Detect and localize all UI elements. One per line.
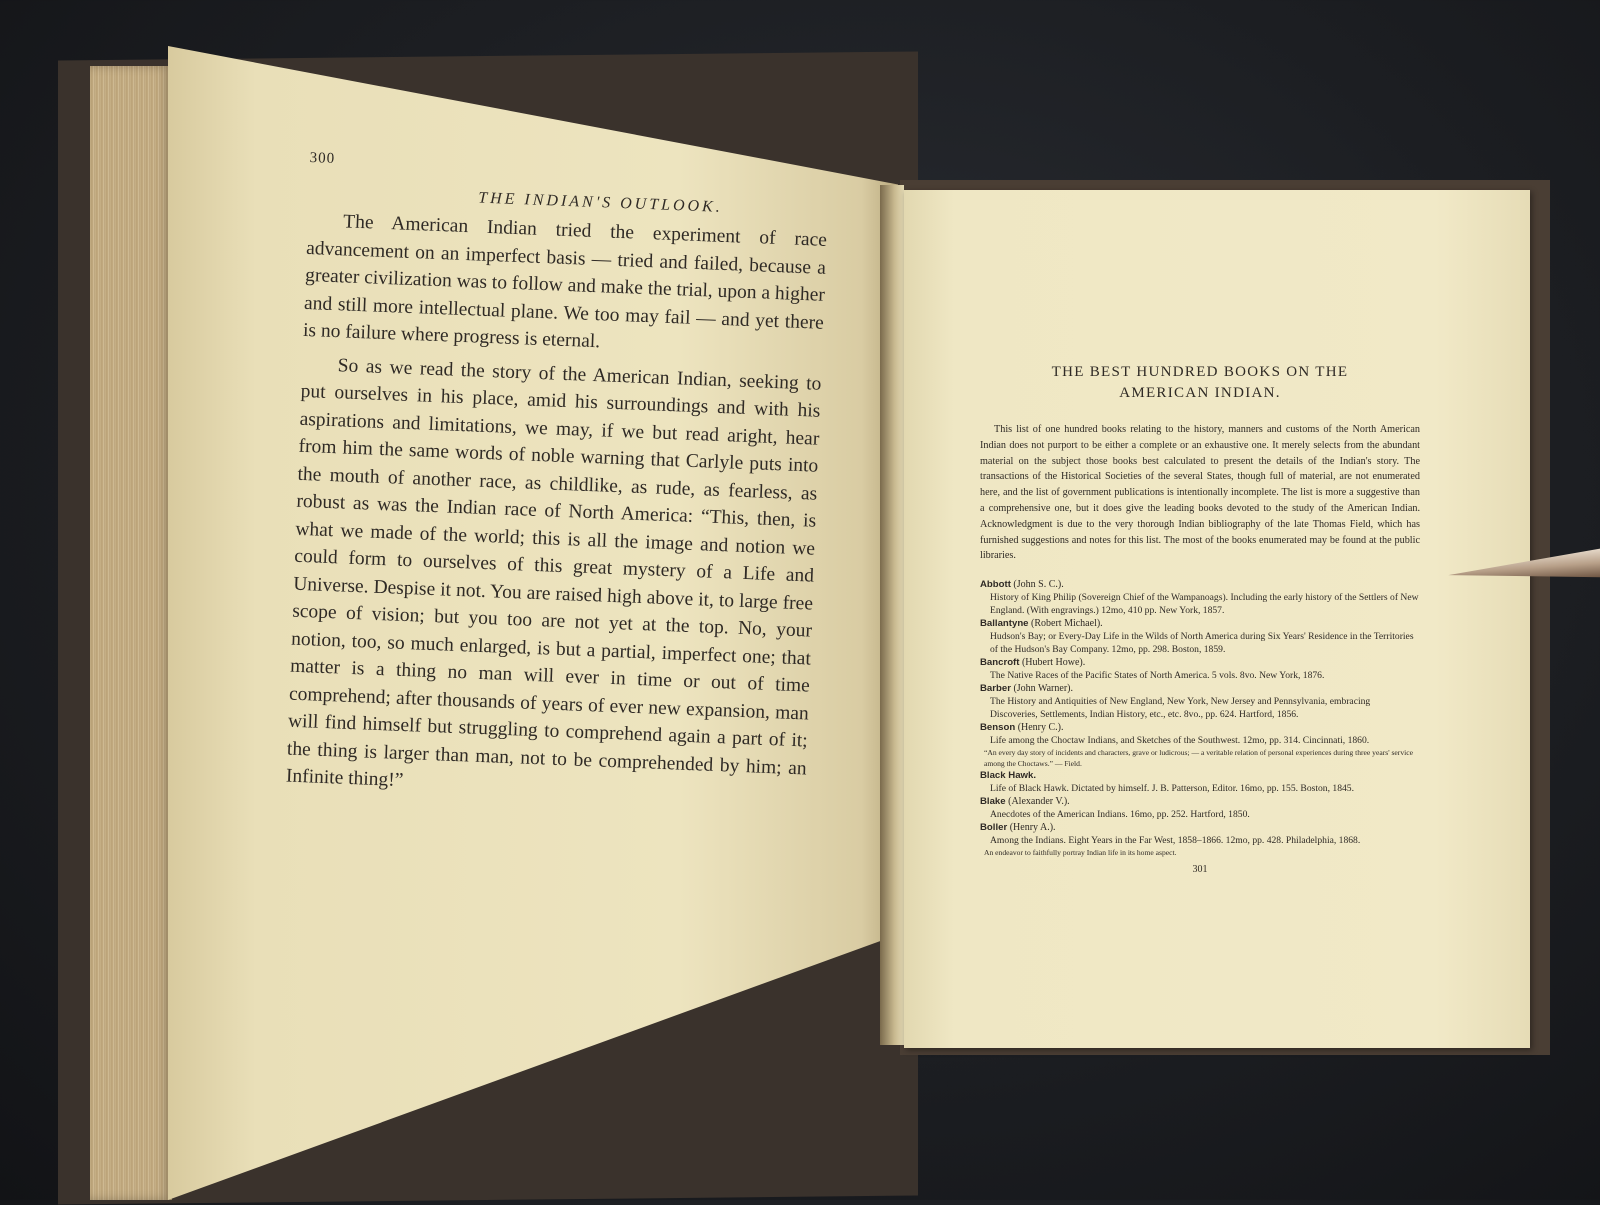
entry-body: Anecdotes of the American Indians. 16mo, pp. 252. Hartford, 1850. <box>990 809 1250 821</box>
entry-given: (Henry A.). <box>1009 822 1056 834</box>
bibliography-entry <box>980 656 1420 682</box>
page-edges <box>90 66 172 1200</box>
page-number-left: 300 <box>309 150 336 167</box>
entry-author: Black Hawk. <box>980 770 1036 782</box>
intro-paragraph: This list of one hundred books relating to the history, manners and customs of the North American Indian does not purport to be either a complete or an exhaustive one. It merely selects from the abundant material on the subject those books best calculated to present the details of the Indian's story. The transactions of the Historical Societies of the several States, though full of material, are not enumerated here, and the list of government publications is intentionally incomplete. The list is more a suggestive than a comprehensive one, but it does give the leading books devoted to the study of the American Indian. Acknowledgment is due to the very thorough Indian bibliography of the late Thomas Field, which has furnished suggestions and notes for this list. The most of the books enumerated may be found at the public libraries. <box>980 424 1420 562</box>
entry-author: Blake <box>980 796 1006 808</box>
entry-author: Benson <box>980 722 1016 734</box>
book-gutter <box>880 185 904 1045</box>
bibliography-entry <box>980 821 1420 858</box>
title-line: AMERICAN INDIAN. <box>1119 385 1281 401</box>
entry-author: Boller <box>980 822 1008 834</box>
entry-given: (Robert Michael). <box>1031 618 1103 630</box>
list-title <box>980 362 1420 404</box>
bibliography-entry <box>980 682 1420 721</box>
entry-given: (Henry C.). <box>1017 722 1064 734</box>
entry-author: Abbott <box>980 579 1011 591</box>
entry-body: Among the Indians. Eight Years in the Far West, 1858–1866. 12mo, pp. 428. Philadelphia, 1868. <box>990 835 1361 847</box>
bibliography-entry <box>980 617 1420 656</box>
entry-body: The Native Races of the Pacific States of North America. 5 vols. 8vo. New York, 1876. <box>990 670 1325 682</box>
running-head: THE INDIAN'S OUTLOOK. <box>477 189 724 216</box>
entry-given: (Alexander V.). <box>1008 796 1070 808</box>
paragraph: The American Indian tried the experiment of race advancement on an imperfect basis — tried and failed, because a greater civilization was to follow and make the trial, upon a higher and still more intellectual plane. We too may fail — and yet there is no failure where progress is eternal. <box>302 211 828 353</box>
bibliography-entry <box>980 578 1420 617</box>
entry-given: (John S. C.). <box>1013 579 1064 591</box>
entry-body: The History and Antiquities of New England, New York, New Jersey and Pennsylvania, embracing Discoveries, Settlements, Indian History, etc., etc. 8vo., pp. 624. Hartford, 1856. <box>990 696 1371 721</box>
page-number-right: 301 <box>1192 864 1208 876</box>
entry-body: Life of Black Hawk. Dictated by himself. J. B. Patterson, Editor. 16mo, pp. 155. Boston, 1845. <box>990 783 1354 795</box>
entry-author: Barber <box>980 683 1011 695</box>
entry-note: An endeavor to faithfully portray Indian life in its home aspect. <box>984 848 1177 858</box>
entry-note: “An every day story of incidents and characters, grave or ludicrous; — a veritable relation of personal experiences during three years' service among the Choctaws.” — Field. <box>984 748 1413 769</box>
entry-author: Ballantyne <box>980 618 1029 630</box>
bibliography-entry <box>980 795 1420 821</box>
bibliography-entry <box>980 721 1420 769</box>
title-line: THE BEST HUNDRED BOOKS ON THE <box>1051 364 1349 380</box>
right-page-text <box>980 362 1420 875</box>
entry-body: History of King Philip (Sovereign Chief of the Wampanoags). Including the early history of the Settlers of New England. (With engravings.) 12mo, 410 pp. New York, 1857. <box>990 592 1419 617</box>
paragraph: So as we read the story of the American Indian, seeking to put ourselves in his place, amid his surroundings and with his aspirations and limitations, we may, if we but read aright, hear from him the same words of noble warning that Carlyle puts into the mouth of another race, as childlike, as rude, as fearless, as robust as was the Indian race of North America: “This, then, is what we made of the world; this is all the image and notion we could form to ourselves of this great mystery of a Life and Universe. Despise it not. You are raised high above it, to large free scope of vision; but you too are not yet at the top. No, your notion, too, so much enlarged, is but a partial, imperfect one; that matter is a thing no man will ever in time or out of time comprehend; after thousands of years of ever new expansion, man will find himself but struggling to comprehend again a part of it; the thing is larger than man, not to be comprehended by him; an Infinite thing!” <box>285 354 822 792</box>
left-page-text <box>285 150 829 810</box>
entry-given: (John Warner). <box>1013 683 1073 695</box>
entry-body: Hudson's Bay; or Every-Day Life in the Wilds of North America during Six Years' Residence in the Territories of the Hudson's Bay Company. 12mo, pp. 298. Boston, 1859. <box>990 631 1414 656</box>
entry-given: (Hubert Howe). <box>1021 657 1086 669</box>
entry-author: Bancroft <box>980 657 1020 669</box>
entry-body: Life among the Choctaw Indians, and Sketches of the Southwest. 12mo, pp. 314. Cincinnati, 1860. <box>990 735 1370 747</box>
bibliography-entry <box>980 769 1420 795</box>
